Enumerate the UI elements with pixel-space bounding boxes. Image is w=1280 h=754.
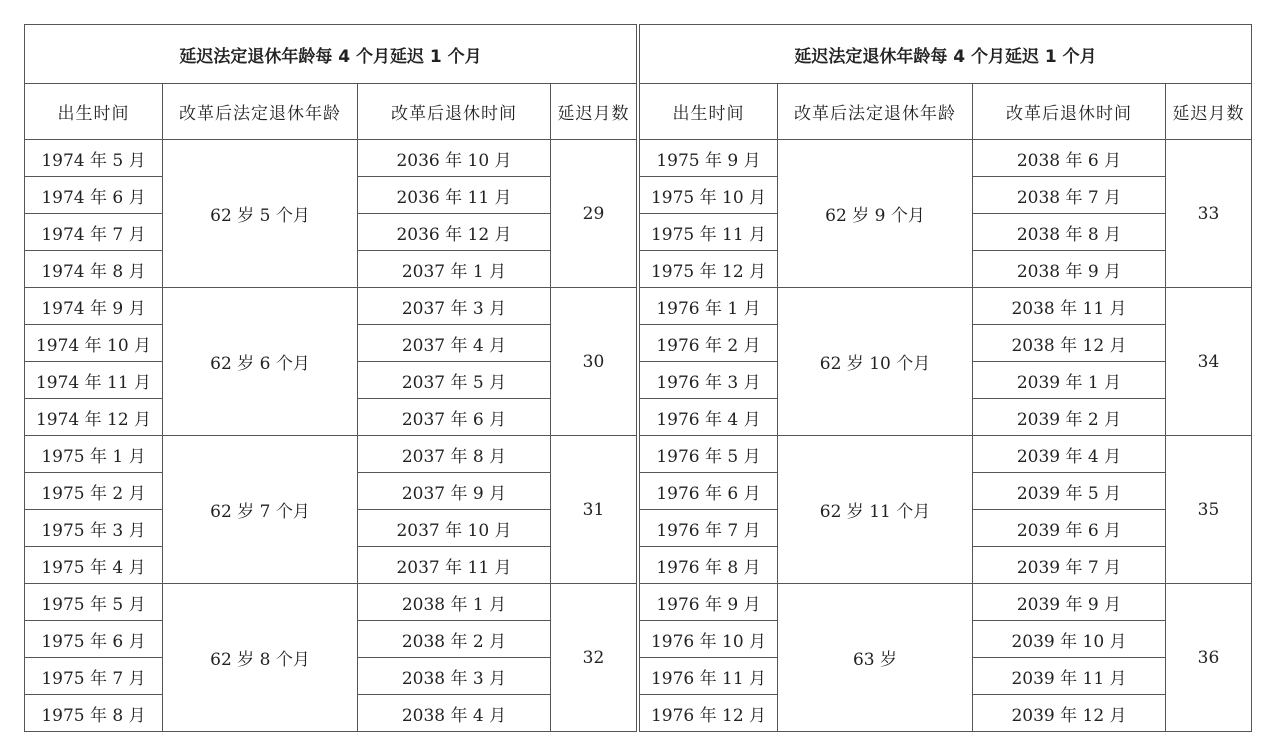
header-delay-months: 延迟月数 (1166, 84, 1252, 140)
table-row (640, 140, 1252, 177)
retirement-time-cell: 2038 年 6 月 (973, 140, 1166, 177)
retirement-time-cell: 2037 年 3 月 (358, 288, 551, 325)
retirement-time-cell: 2038 年 2 月 (358, 621, 551, 658)
header-retirement-time: 改革后退休时间 (973, 84, 1166, 140)
retirement-age-cell: 62 岁 11 个月 (778, 436, 973, 584)
birth-date-cell: 1976 年 2 月 (640, 325, 778, 362)
header-birth-date: 出生时间 (25, 84, 163, 140)
retirement-time-cell: 2039 年 1 月 (973, 362, 1166, 399)
retirement-time-cell: 2039 年 12 月 (973, 695, 1166, 732)
retirement-age-cell: 62 岁 10 个月 (778, 288, 973, 436)
birth-date-cell: 1975 年 9 月 (640, 140, 778, 177)
retirement-time-cell: 2039 年 9 月 (973, 584, 1166, 621)
birth-date-cell: 1976 年 4 月 (640, 399, 778, 436)
retirement-time-cell: 2039 年 7 月 (973, 547, 1166, 584)
birth-date-cell: 1975 年 7 月 (25, 658, 163, 695)
left-table (24, 24, 637, 732)
table-row (25, 140, 637, 177)
birth-date-cell: 1976 年 9 月 (640, 584, 778, 621)
retirement-time-cell: 2039 年 4 月 (973, 436, 1166, 473)
birth-date-cell: 1976 年 8 月 (640, 547, 778, 584)
birth-date-cell: 1974 年 7 月 (25, 214, 163, 251)
delay-months-cell: 29 (551, 140, 637, 288)
retirement-age-cell: 62 岁 8 个月 (163, 584, 358, 732)
title-row (25, 25, 637, 84)
retirement-time-cell: 2036 年 10 月 (358, 140, 551, 177)
table-row (25, 288, 637, 325)
retirement-time-cell: 2037 年 11 月 (358, 547, 551, 584)
retirement-time-cell: 2036 年 11 月 (358, 177, 551, 214)
delay-months-cell: 34 (1166, 288, 1252, 436)
birth-date-cell: 1976 年 12 月 (640, 695, 778, 732)
retirement-time-cell: 2039 年 11 月 (973, 658, 1166, 695)
retirement-time-cell: 2037 年 5 月 (358, 362, 551, 399)
birth-date-cell: 1975 年 3 月 (25, 510, 163, 547)
birth-date-cell: 1976 年 10 月 (640, 621, 778, 658)
header-retirement-age: 改革后法定退休年龄 (778, 84, 973, 140)
birth-date-cell: 1976 年 11 月 (640, 658, 778, 695)
birth-date-cell: 1975 年 4 月 (25, 547, 163, 584)
birth-date-cell: 1975 年 2 月 (25, 473, 163, 510)
retirement-age-cell: 62 岁 6 个月 (163, 288, 358, 436)
table-row (640, 584, 1252, 621)
delay-months-cell: 32 (551, 584, 637, 732)
birth-date-cell: 1976 年 7 月 (640, 510, 778, 547)
retirement-time-cell: 2038 年 1 月 (358, 584, 551, 621)
birth-date-cell: 1974 年 11 月 (25, 362, 163, 399)
birth-date-cell: 1975 年 5 月 (25, 584, 163, 621)
retirement-time-cell: 2037 年 9 月 (358, 473, 551, 510)
birth-date-cell: 1976 年 5 月 (640, 436, 778, 473)
delay-months-cell: 30 (551, 288, 637, 436)
retirement-time-cell: 2038 年 9 月 (973, 251, 1166, 288)
retirement-age-cell: 63 岁 (778, 584, 973, 732)
table-row (640, 436, 1252, 473)
retirement-time-cell: 2039 年 2 月 (973, 399, 1166, 436)
birth-date-cell: 1976 年 6 月 (640, 473, 778, 510)
birth-date-cell: 1975 年 8 月 (25, 695, 163, 732)
table-title: 延迟法定退休年龄每 4 个月延迟 1 个月 (640, 25, 1252, 84)
delay-months-cell: 35 (1166, 436, 1252, 584)
header-retirement-age: 改革后法定退休年龄 (163, 84, 358, 140)
retirement-time-cell: 2037 年 8 月 (358, 436, 551, 473)
retirement-time-cell: 2037 年 1 月 (358, 251, 551, 288)
birth-date-cell: 1974 年 8 月 (25, 251, 163, 288)
title-row (640, 25, 1252, 84)
delay-months-cell: 36 (1166, 584, 1252, 732)
birth-date-cell: 1976 年 1 月 (640, 288, 778, 325)
retirement-tables (24, 24, 1252, 732)
birth-date-cell: 1975 年 10 月 (640, 177, 778, 214)
table-row (25, 584, 637, 621)
birth-date-cell: 1975 年 11 月 (640, 214, 778, 251)
retirement-time-cell: 2038 年 7 月 (973, 177, 1166, 214)
table-row (25, 436, 637, 473)
retirement-time-cell: 2039 年 6 月 (973, 510, 1166, 547)
retirement-time-cell: 2036 年 12 月 (358, 214, 551, 251)
header-row (640, 84, 1252, 140)
table-row (640, 288, 1252, 325)
retirement-age-cell: 62 岁 5 个月 (163, 140, 358, 288)
delay-months-cell: 33 (1166, 140, 1252, 288)
retirement-time-cell: 2038 年 8 月 (973, 214, 1166, 251)
delay-months-cell: 31 (551, 436, 637, 584)
right-table (639, 24, 1252, 732)
retirement-time-cell: 2037 年 6 月 (358, 399, 551, 436)
header-retirement-time: 改革后退休时间 (358, 84, 551, 140)
birth-date-cell: 1975 年 12 月 (640, 251, 778, 288)
birth-date-cell: 1976 年 3 月 (640, 362, 778, 399)
retirement-age-cell: 62 岁 7 个月 (163, 436, 358, 584)
retirement-age-cell: 62 岁 9 个月 (778, 140, 973, 288)
birth-date-cell: 1974 年 10 月 (25, 325, 163, 362)
retirement-time-cell: 2039 年 5 月 (973, 473, 1166, 510)
retirement-time-cell: 2038 年 12 月 (973, 325, 1166, 362)
retirement-time-cell: 2037 年 4 月 (358, 325, 551, 362)
retirement-time-cell: 2038 年 3 月 (358, 658, 551, 695)
retirement-time-cell: 2037 年 10 月 (358, 510, 551, 547)
birth-date-cell: 1974 年 5 月 (25, 140, 163, 177)
retirement-time-cell: 2038 年 11 月 (973, 288, 1166, 325)
birth-date-cell: 1974 年 9 月 (25, 288, 163, 325)
table-title: 延迟法定退休年龄每 4 个月延迟 1 个月 (25, 25, 637, 84)
header-birth-date: 出生时间 (640, 84, 778, 140)
birth-date-cell: 1975 年 1 月 (25, 436, 163, 473)
retirement-time-cell: 2038 年 4 月 (358, 695, 551, 732)
birth-date-cell: 1974 年 12 月 (25, 399, 163, 436)
birth-date-cell: 1975 年 6 月 (25, 621, 163, 658)
header-delay-months: 延迟月数 (551, 84, 637, 140)
retirement-time-cell: 2039 年 10 月 (973, 621, 1166, 658)
header-row (25, 84, 637, 140)
birth-date-cell: 1974 年 6 月 (25, 177, 163, 214)
